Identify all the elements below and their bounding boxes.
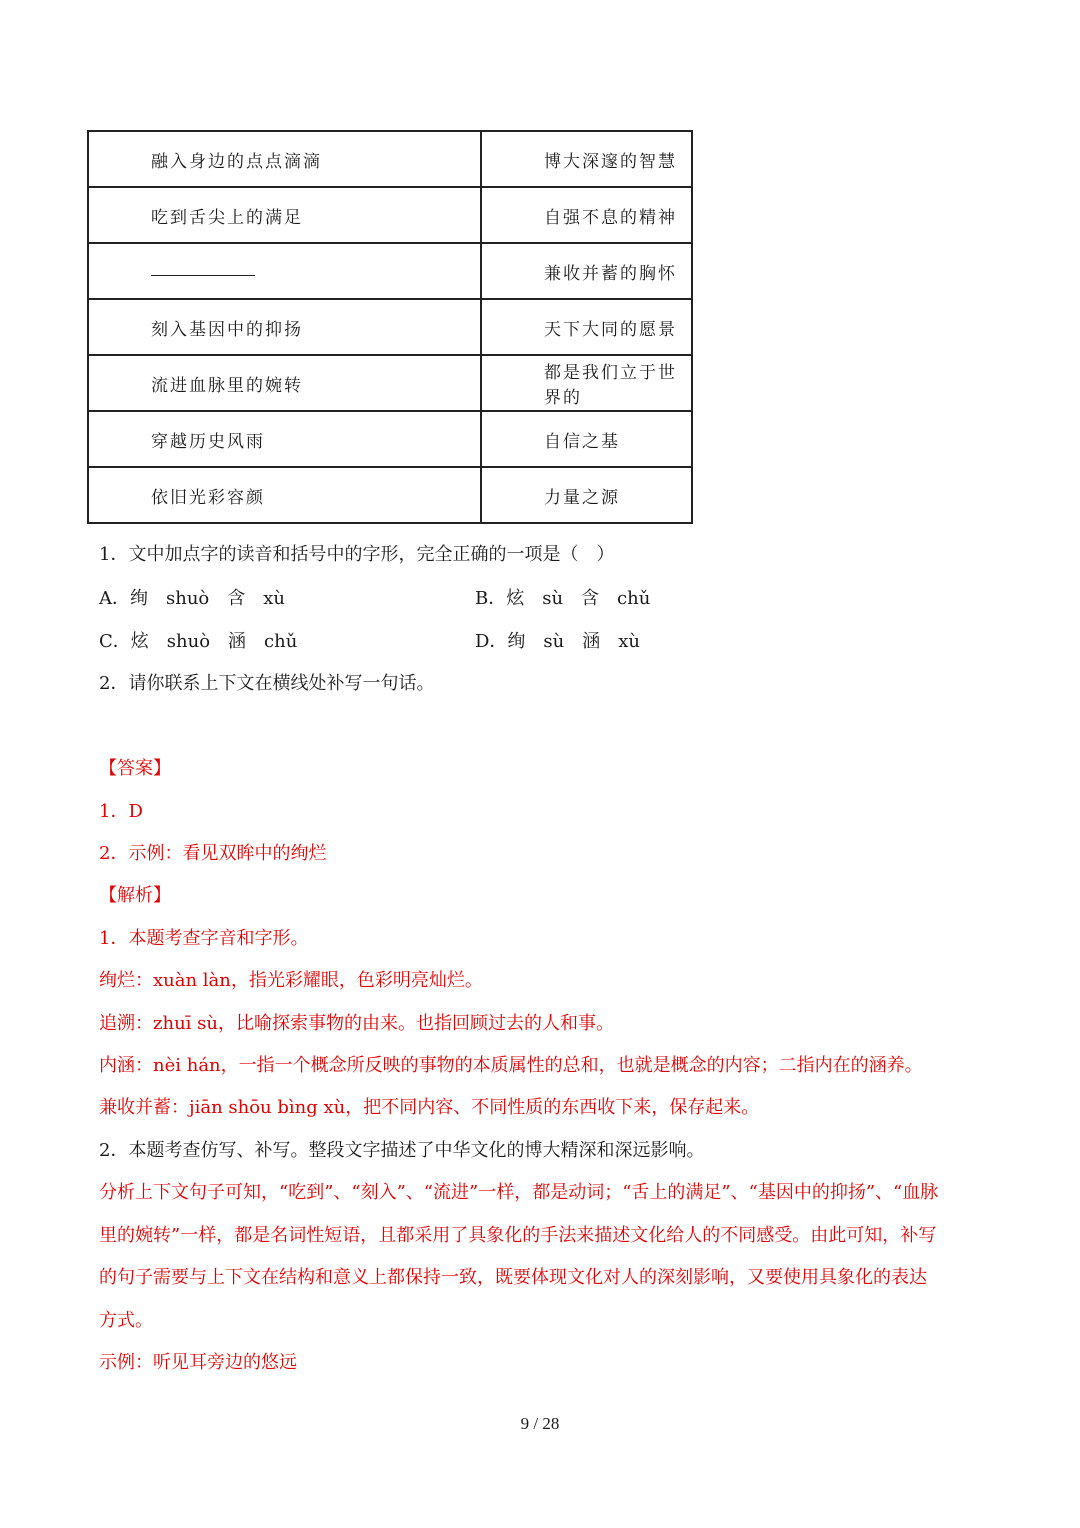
question-1: 1．文中加点字的读音和括号中的字形，完全正确的一项是（ ） [99,544,615,565]
table-cell-left: 刻入基因中的抑扬 [88,299,481,355]
table-row [88,131,692,187]
table-cell-right: 自强不息的精神 [481,187,692,243]
option-a: A．绚 shuò 含 xù [99,588,286,609]
table-cell-left: 依旧光彩容颜 [88,467,481,523]
analysis-line: 示例：听见耳旁边的悠远 [99,1352,297,1373]
table-row [88,243,692,299]
table-cell-blank [88,243,481,299]
analysis-line: 兼收并蓄：jiān shōu bìng xù，把不同内容、不同性质的东西收下来，保存起来。 [99,1097,760,1118]
analysis-heading: 【解析】 [99,885,171,906]
answer-heading: 【答案】 [99,758,171,779]
analysis-line: 绚烂：xuàn làn，指光彩耀眼，色彩明亮灿烂。 [99,970,483,991]
answer-1: 1．D [99,801,143,822]
option-b: B．炫 sù 含 chǔ [475,588,651,609]
poem-table [87,130,693,524]
table-cell-left: 吃到舌尖上的满足 [88,187,481,243]
table-cell-left: 流进血脉里的婉转 [88,355,481,411]
option-c: C．炫 shuò 涵 chǔ [99,631,298,652]
table-row [88,299,692,355]
table-cell-left: 穿越历史风雨 [88,411,481,467]
table-row [88,355,692,411]
fill-in-blank-line [151,263,255,276]
question-2: 2．请你联系上下文在横线处补写一句话。 [99,673,435,694]
table-cell-right: 博大深邃的智慧 [481,131,692,187]
table-row [88,187,692,243]
page-number: 9 / 28 [520,1414,560,1433]
analysis-line: 追溯：zhuī sù，比喻探索事物的由来。也指回顾过去的人和事。 [99,1013,614,1034]
analysis-line: 里的婉转”一样，都是名词性短语，且都采用了具象化的手法来描述文化给人的不同感受。由此可知，补写 [99,1225,937,1246]
table-row [88,411,692,467]
table-cell-right: 都是我们立于世界的 [481,355,692,411]
analysis-line: 1．本题考查字音和字形。 [99,928,309,949]
analysis-line: 分析上下文句子可知，“吃到”、“刻入”、“流进”一样，都是动词；“舌上的满足”、“基因中的抑扬”、“血脉 [99,1182,939,1203]
analysis-line: 的句子需要与上下文在结构和意义上都保持一致，既要体现文化对人的深刻影响，又要使用具象化的表达 [99,1267,927,1288]
analysis-line: 方式。 [99,1310,153,1331]
analysis-line: 2．本题考查仿写、补写。整段文字描述了中华文化的博大精深和深远影响。 [99,1140,705,1161]
table-cell-right: 天下大同的愿景 [481,299,692,355]
table-cell-right: 兼收并蓄的胸怀 [481,243,692,299]
table-row [88,467,692,523]
table-cell-right: 自信之基 [481,411,692,467]
table-cell-left: 融入身边的点点滴滴 [88,131,481,187]
option-d: D．绚 sù 涵 xù [475,631,641,652]
analysis-line: 内涵：nèi hán，一指一个概念所反映的事物的本质属性的总和，也就是概念的内容；二指内在的涵养。 [99,1055,923,1076]
table-cell-right: 力量之源 [481,467,692,523]
answer-2: 2．示例：看见双眸中的绚烂 [99,843,327,864]
